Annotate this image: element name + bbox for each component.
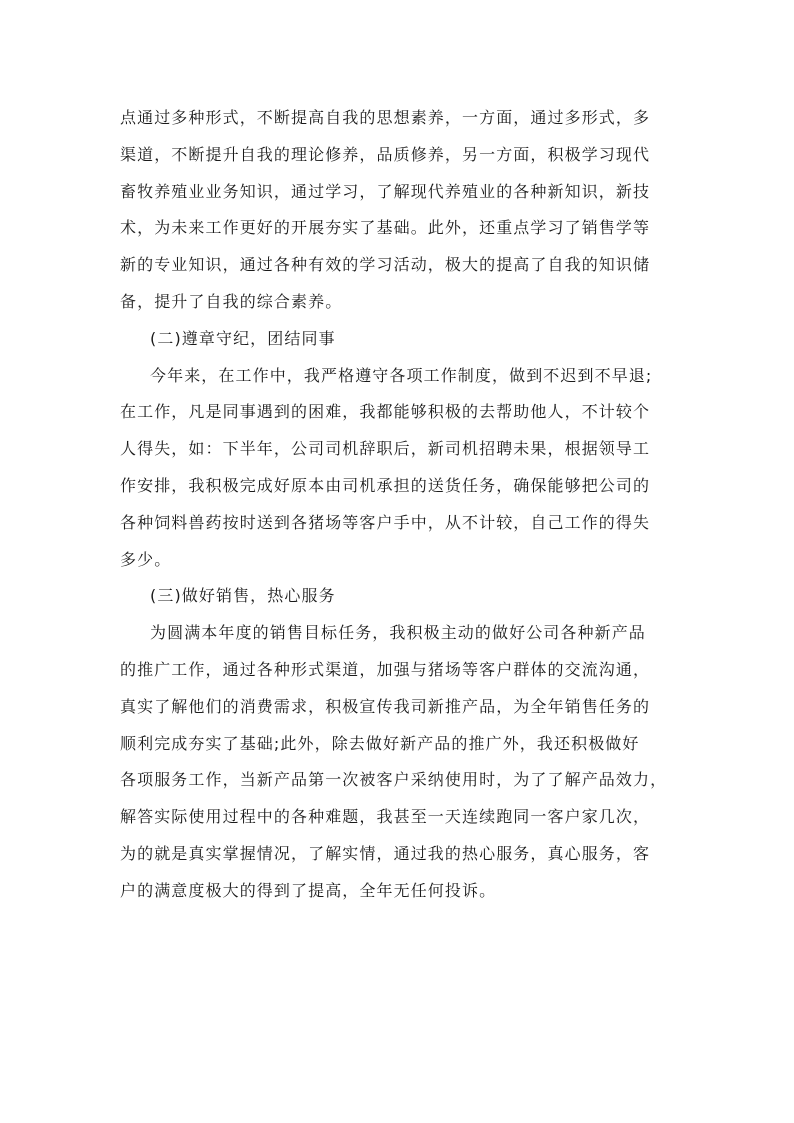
text-line: 术，为未来工作更好的开展夯实了基础。此外，还重点学习了销售学等	[120, 218, 651, 238]
text-line: 解答实际使用过程中的各种难题，我甚至一天连续跑同一客户家几次，	[120, 807, 651, 827]
text-line: 顺利完成夯实了基础;此外，除去做好新产品的推广外，我还积极做好	[120, 733, 640, 753]
paragraph-3	[120, 615, 680, 909]
text-line: 今年来，在工作中，我严格遵守各项工作制度，做到不迟到不早退;	[150, 365, 653, 385]
text-line: 各项服务工作，当新产品第一次被客户采纳使用时，为了了解产品效力，	[120, 770, 668, 790]
text-line: 户的满意度极大的得到了提高，全年无任何投诉。	[120, 880, 497, 900]
paragraph-2	[120, 358, 680, 579]
text-line: 为的就是真实掌握情况，了解实情，通过我的热心服务，真心服务，客	[120, 843, 651, 863]
text-line: 新的专业知识，通过各种有效的学习活动，极大的提高了自我的知识储	[120, 255, 651, 275]
text-line: 渠道，不断提升自我的理论修养，品质修养，另一方面，积极学习现代	[120, 144, 651, 164]
text-line: 各种饲料兽药按时送到各猪场等客户手中，从不计较，自己工作的得失	[120, 512, 651, 532]
text-line: 多少。	[120, 549, 172, 569]
text-line: 点通过多种形式，不断提高自我的思想素养，一方面，通过多形式，多	[120, 108, 651, 127]
text-line: 作安排，我积极完成好原本由司机承担的送货任务，确保能够把公司的	[120, 475, 651, 495]
document-body	[120, 100, 680, 910]
text-line: 在工作，凡是同事遇到的困难，我都能够积极的去帮助他人，不计较个	[120, 402, 651, 422]
text-line: 真实了解他们的消费需求，积极宣传我司新推产品，为全年销售任务的	[120, 696, 651, 716]
text-line: 人得失，如：下半年，公司司机辞职后，新司机招聘未果，根据领导工	[120, 439, 651, 459]
text-line: 备，提升了自我的综合素养。	[120, 291, 343, 311]
section-heading-3: (三)做好销售，热心服务	[150, 586, 336, 606]
section-heading-2: (二)遵章守纪，团结同事	[150, 328, 336, 348]
text-line: 畜牧养殖业业务知识，通过学习，了解现代养殖业的各种新知识，新技	[120, 181, 651, 201]
text-line: 的推广工作，通过各种形式渠道，加强与猪场等客户群体的交流沟通，	[120, 659, 651, 679]
text-line: 为圆满本年度的销售目标任务，我积极主动的做好公司各种新产品	[150, 623, 646, 643]
paragraph-intro	[120, 100, 680, 321]
